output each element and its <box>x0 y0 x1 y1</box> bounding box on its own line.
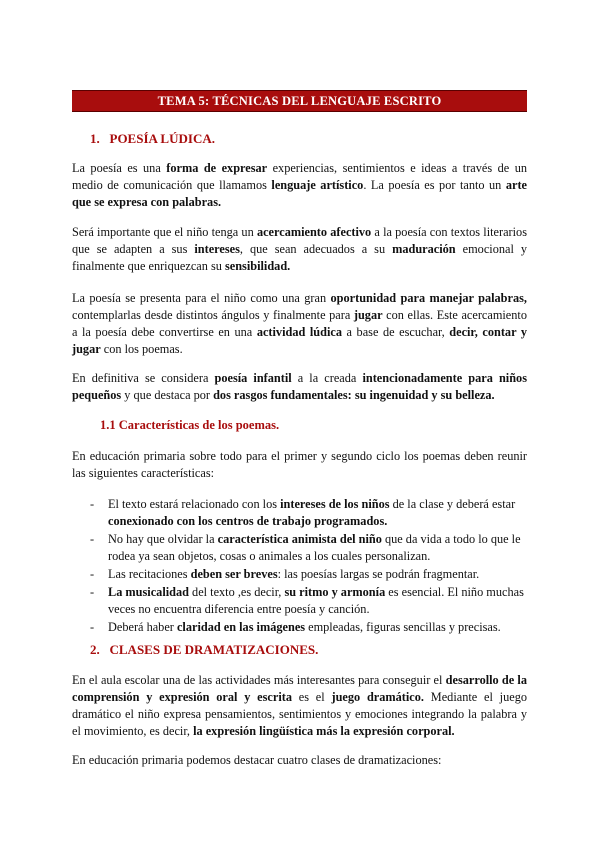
paragraph-affective-approach: Será importante que el niño tenga un acercamiento afectivo a la poesía con textos literarios que se adapten a sus intereses, que sean adecuados a su maduración emocional y finalmente que enriquezcan su sensibilidad. <box>72 225 527 273</box>
list-item: - El texto estará relacionado con los intereses de los niños de la clase y deberá estar conexionado con los centros de trabajo programados. <box>90 497 516 528</box>
section-title: POESÍA LÚDICA. <box>109 131 215 146</box>
paragraph-definition: La poesía es una forma de expresar experiencias, sentimientos e ideas a través de un medio de comunicación que llamamos lenguaje artístico. La poesía es por tanto un arte que se expresa con palabras. <box>72 161 528 209</box>
paragraph-opportunity: La poesía se presenta para el niño como una gran oportunidad para manejar palabras, contemplarlas desde distintos ángulos y finalmente para jugar con ellas. Este acercamiento a la poesía debe convertirse en una actividad lúdica a base de escuchar, decir, contar y jugar con los poemas. <box>72 291 528 356</box>
paragraph-conclusion: En definitiva se considera poesía infantil a la creada intencionadamente para niños pequeños y que destaca por dos rasgos fundamentales: su ingenuidad y su belleza. <box>72 371 527 402</box>
section-title: CLASES DE DRAMATIZACIONES. <box>109 642 319 657</box>
characteristics-list <box>72 496 527 637</box>
paragraph-dramatization-types-intro: En educación primaria podemos destacar cuatro clases de dramatizaciones: <box>72 753 442 767</box>
list-item: - La musicalidad del texto ,es decir, su ritmo y armonía es esencial. El niño muchas veces no encuentra diferencia entre poesía y canción. <box>90 585 524 616</box>
topic-title-banner: TEMA 5: TÉCNICAS DEL LENGUAJE ESCRITO <box>72 90 527 112</box>
list-item: - Deberá haber claridad en las imágenes empleadas, figuras sencillas y precisas. <box>90 620 501 634</box>
section-number: 1. <box>90 131 100 146</box>
section-number: 2. <box>90 642 100 657</box>
section-heading-dramatizaciones <box>90 642 318 658</box>
section-heading-poesia-ludica <box>90 131 215 147</box>
list-item: - Las recitaciones deben ser breves: las poesías largas se podrán fragmentar. <box>90 567 480 581</box>
subsection-heading-characteristics: 1.1 Características de los poemas. <box>100 418 280 432</box>
list-item: - No hay que olvidar la característica animista del niño que da vida a todo lo que le rodea ya sean objetos, cosas o animales a los cuales personalizan. <box>90 532 521 563</box>
paragraph-dramatic-play: En el aula escolar una de las actividades más interesantes para conseguir el desarrollo de la comprensión y expresión oral y escrita es el juego dramático. Mediante el juego dramático el niño expresa pensamientos, sentimientos y emociones integrando la palabra y el movimiento, es decir, la expresión lingüística más la expresión corporal. <box>72 673 528 738</box>
paragraph-characteristics-intro: En educación primaria sobre todo para el primer y segundo ciclo los poemas deben reunir las siguientes características: <box>72 449 527 480</box>
